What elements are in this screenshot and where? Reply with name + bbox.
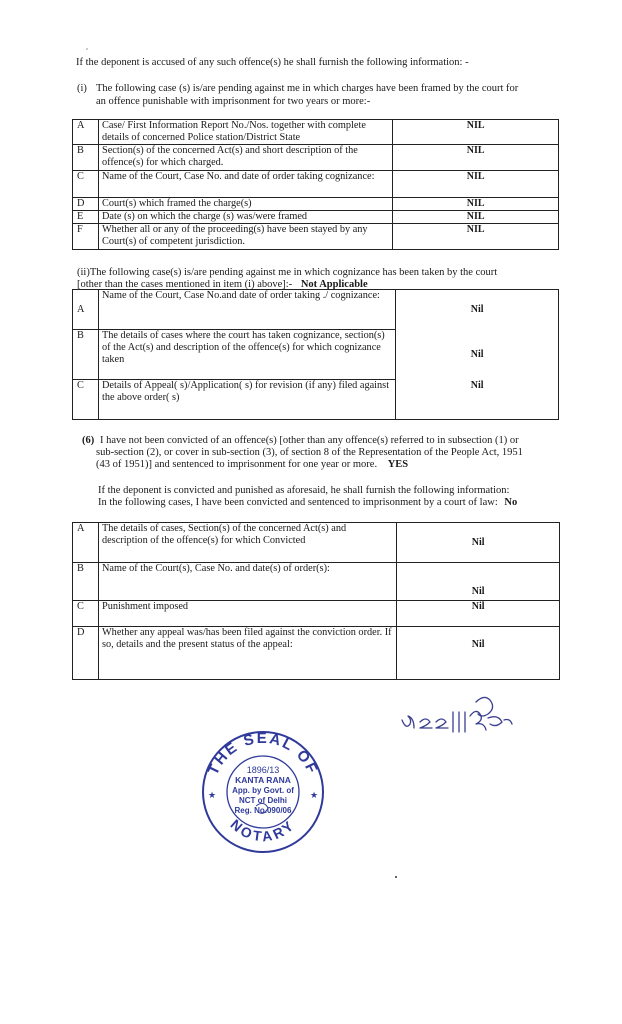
row-value: Nil	[396, 290, 559, 330]
row-letter: A	[73, 120, 99, 145]
row-description: Section(s) of the concerned Act(s) and short description of the offence(s) for which charged.	[98, 145, 392, 171]
section-6-number: (6)	[82, 435, 95, 446]
table-row	[73, 627, 560, 680]
notary-seal	[198, 726, 328, 856]
table-row	[73, 601, 560, 627]
seal-reg: Reg. No.090/06	[234, 806, 292, 815]
seal-star-icon: ★	[309, 790, 319, 800]
seal-number: 1896/13	[246, 765, 280, 775]
row-description: The details of cases where the court has taken cognizance, section(s) of the Act(s) and description of the offence(s) for which cognizance taken	[98, 330, 395, 380]
row-description: Name of the Court, Case No. and date of order taking cognizance:	[98, 171, 392, 198]
row-letter: A	[73, 290, 99, 330]
seal-bottom-text: NOTARY	[227, 816, 299, 845]
section-i-number: (i)	[77, 83, 87, 94]
row-description: The details of cases, Section(s) of the concerned Act(s) and description of the offence(s) for which Convicted	[98, 523, 396, 563]
row-description: Date (s) on which the charge (s) was/were framed	[98, 211, 392, 224]
ink-speck	[395, 876, 397, 878]
table-row	[73, 330, 559, 380]
section-i-line2: an offence punishable with imprisonment for two years or more:-	[96, 96, 371, 107]
seal-line2: NCT of Delhi	[239, 796, 287, 805]
row-letter: B	[73, 563, 99, 601]
table-row	[73, 171, 559, 198]
section-6-line3-text: (43 of 1951)] and sentenced to imprisonment for one year or more.	[96, 459, 378, 470]
row-description: Name of the Court, Case No.and date of order taking ./ cognizance:	[98, 290, 395, 330]
section-6-para2	[98, 496, 517, 509]
row-description: Whether any appeal was/has been filed against the conviction order. If so, details and the present status of the appeal:	[98, 627, 396, 680]
row-value: Nil	[397, 601, 560, 627]
row-letter: D	[73, 198, 99, 211]
row-letter: F	[73, 224, 99, 250]
section-ii-table	[72, 289, 559, 420]
table-row	[73, 120, 559, 145]
row-description: Whether all or any of the proceeding(s) have been stayed by any Court(s) of competent jurisdiction.	[98, 224, 392, 250]
section-6-table	[72, 522, 560, 680]
section-6-line3	[96, 458, 408, 471]
table-row	[73, 523, 560, 563]
row-value: Nil	[397, 627, 560, 680]
row-description: Court(s) which framed the charge(s)	[98, 198, 392, 211]
row-letter: E	[73, 211, 99, 224]
row-value: Nil	[396, 380, 559, 420]
section-6-line2: sub-section (2), or cover in sub-section (3), of section 8 of the Representation of the People Act, 1951	[96, 447, 523, 458]
row-letter: C	[73, 380, 99, 420]
table-row	[73, 145, 559, 171]
row-value: Nil	[397, 523, 560, 563]
svg-text:NOTARY	[228, 816, 299, 844]
table-row	[73, 380, 559, 420]
seal-name: KANTA RANA	[235, 775, 291, 785]
convicted-answer: No	[504, 497, 518, 508]
row-value: NIL	[393, 171, 559, 198]
section-i-table	[72, 119, 559, 250]
seal-line1: App. by Govt. of	[232, 786, 294, 795]
row-value: NIL	[393, 211, 559, 224]
row-description: Details of Appeal( s)/Application( s) for revision (if any) filed against the above order( s)	[98, 380, 395, 420]
row-description: Case/ First Information Report No./Nos. together with complete details of concerned Police station/District State	[98, 120, 392, 145]
intro-text: If the deponent is accused of any such offence(s) he shall furnish the following information: -	[76, 57, 469, 68]
seal-star-icon: ★	[207, 790, 217, 800]
table-row	[73, 198, 559, 211]
conviction-answer: YES	[387, 459, 409, 470]
section-ii-line1: (ii)The following case(s) is/are pending against me in which cognizance has been taken by the court	[77, 267, 498, 278]
row-value: Nil	[397, 563, 560, 601]
row-value: NIL	[393, 120, 559, 145]
row-description: Punishment imposed	[98, 601, 396, 627]
row-value: NIL	[393, 198, 559, 211]
section-6-line1: I have not been convicted of an offence(s) [other than any offence(s) referred to in subsection (1) or	[100, 435, 519, 446]
signature	[398, 690, 516, 744]
not-applicable-label: Not Applicable	[300, 279, 368, 290]
row-value: Nil	[396, 330, 559, 380]
row-description: Name of the Court(s), Case No. and date(s) of order(s):	[98, 563, 396, 601]
row-value: NIL	[393, 224, 559, 250]
section-ii-line2-text: [other than the cases mentioned in item (i) above]:-	[77, 279, 293, 290]
table-row	[73, 211, 559, 224]
table-row	[73, 290, 559, 330]
seal-top-text: THE SEAL OF	[204, 729, 322, 778]
row-letter: B	[73, 330, 99, 380]
table-row	[73, 563, 560, 601]
row-value: NIL	[393, 145, 559, 171]
table-row	[73, 224, 559, 250]
row-letter: D	[73, 627, 99, 680]
row-letter: C	[73, 171, 99, 198]
row-letter: C	[73, 601, 99, 627]
ink-speck	[86, 48, 88, 50]
section-i-line1: The following case (s) is/are pending against me in which charges have been framed by the court for	[96, 83, 519, 94]
section-6-para2-text: In the following cases, I have been convicted and sentenced to imprisonment by a court of law:	[98, 497, 498, 508]
section-6-para1: If the deponent is convicted and punished as aforesaid, he shall furnish the following information:	[98, 485, 510, 496]
row-letter: B	[73, 145, 99, 171]
row-letter: A	[73, 523, 99, 563]
